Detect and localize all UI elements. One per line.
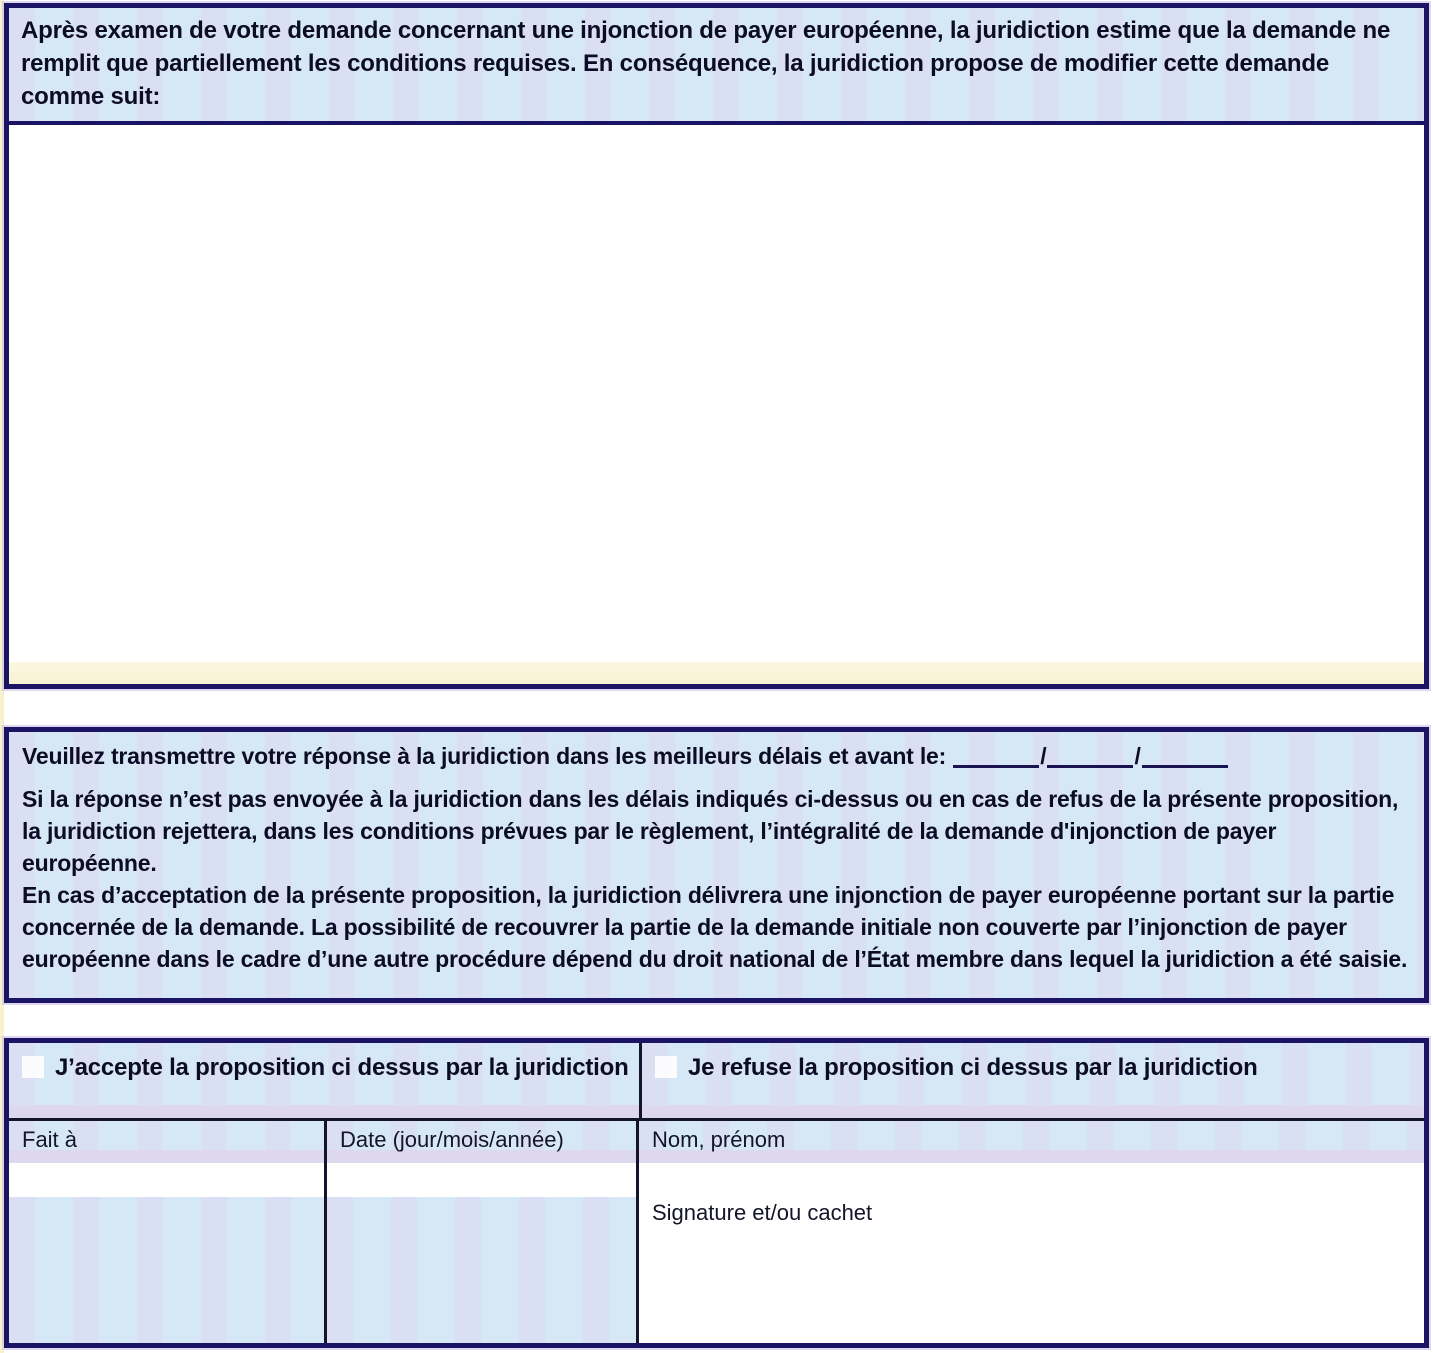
deadline-year-field[interactable] xyxy=(1142,748,1228,768)
refuse-label: Je refuse la proposition ci dessus par la juridiction xyxy=(688,1054,1258,1081)
response-instructions-section xyxy=(4,727,1429,1003)
refuse-checkbox[interactable] xyxy=(655,1056,677,1078)
accept-option[interactable] xyxy=(9,1043,642,1118)
place-input[interactable] xyxy=(9,1163,324,1197)
deadline-line xyxy=(22,740,1411,772)
refuse-option[interactable] xyxy=(642,1043,1424,1118)
date-separator: / xyxy=(1040,743,1047,769)
accept-checkbox[interactable] xyxy=(22,1056,44,1078)
date-fill-area xyxy=(327,1197,636,1343)
place-label: Fait à xyxy=(9,1121,324,1163)
proposal-modification-area[interactable] xyxy=(9,125,1424,684)
name-signature-input-area[interactable] xyxy=(639,1163,1424,1343)
decision-details-row xyxy=(9,1121,1424,1343)
proposal-section xyxy=(4,3,1429,689)
date-label: Date (jour/mois/année) xyxy=(327,1121,636,1163)
accept-label: J’accepte la proposition ci dessus par la juridiction xyxy=(55,1054,629,1081)
acceptance-consequence-text: En cas d’acceptation de la présente proposition, la juridiction délivrera une injonction de payer européenne portant sur la partie concernée de la demande. La possibilité de recouvrer la partie de la demande initiale non couverte par l’injonction de payer européenne dans le cadre d’une autre procédure dépend du droit national de l’État membre dans lequel la juridiction a été saisie. xyxy=(22,882,1408,972)
place-column xyxy=(9,1121,327,1343)
signature-label: Signature et/ou cachet xyxy=(652,1200,873,1225)
decision-section xyxy=(4,1038,1429,1348)
name-label: Nom, prénom xyxy=(639,1121,1424,1163)
decision-options-row xyxy=(9,1043,1424,1121)
deadline-day-field[interactable] xyxy=(953,748,1039,768)
date-input[interactable] xyxy=(327,1163,636,1197)
date-column xyxy=(327,1121,639,1343)
date-separator: / xyxy=(1134,743,1141,769)
deadline-month-field[interactable] xyxy=(1047,748,1133,768)
rejection-warning-text: Si la réponse n’est pas envoyée à la juridiction dans les délais indiqués ci-dessus ou en cas de refus de la présente proposition, la juridiction rejettera, dans les conditions prévues par le règlement, l’intégralité de la demande d'injonction de payer européenne. xyxy=(22,786,1399,876)
proposal-header xyxy=(9,8,1424,125)
name-signature-column xyxy=(639,1121,1424,1343)
deadline-prefix-text: Veuillez transmettre votre réponse à la juridiction dans les meilleurs délais et avant le: xyxy=(22,743,947,769)
proposal-header-text: Après examen de votre demande concernant une injonction de payer européenne, la juridiction estime que la demande ne remplit que partiellement les conditions requises. En conséquence, la juridiction propose de modifier cette demande comme suit: xyxy=(21,17,1391,110)
place-fill-area xyxy=(9,1197,324,1343)
